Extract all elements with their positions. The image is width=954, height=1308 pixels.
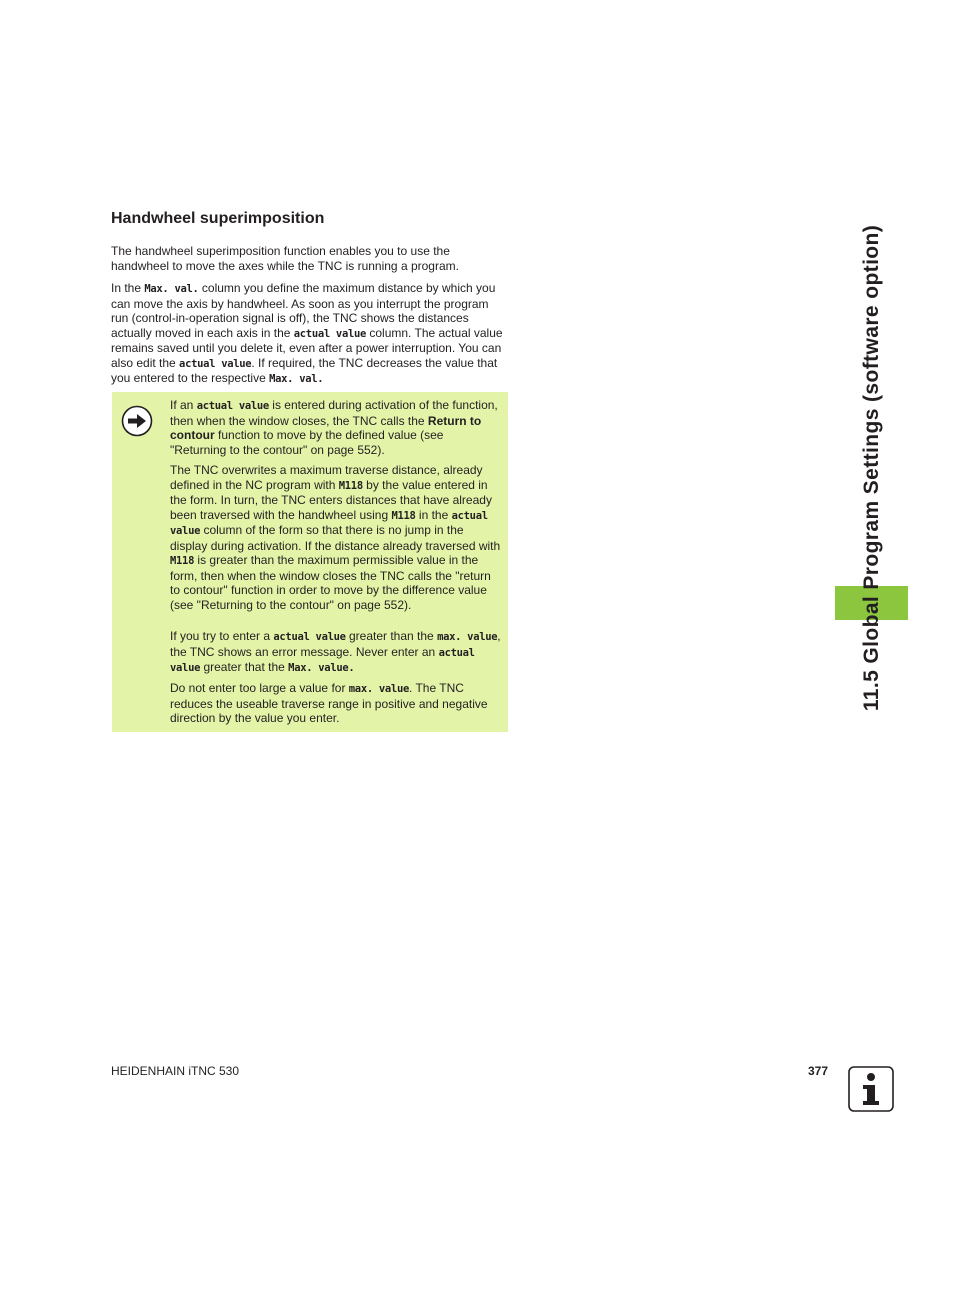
intro-paragraph: The handwheel superimposition function enables you to use the handwheel to move the axes while the TNC is running a program. — [111, 244, 459, 273]
note-paragraph-3: If you try to enter a actual value greater than the max. value, the TNC shows an error message. Never enter an actual value greater that the Max. value. — [170, 629, 501, 674]
max-val-paragraph: In the Max. val. column you define the maximum distance by which you can move the axis by handwheel. As soon as you interrupt the program run (control-in-operation signal is off), the TNC shows the distances actually moved in each axis in the actual value column. The actual value remains saved until you delete it, even after a power interruption. You can also edit the actual value. If required, the TNC decreases the value that you entered to the respective Max. val. — [111, 281, 503, 385]
note-paragraph-2: The TNC overwrites a maximum traverse distance, already defined in the NC program with M118 by the value entered in the form. In turn, the TNC enters distances that have already been traversed with the handwheel using M118 in the actual value column of the form so that there is no jump in the display during activation. If the distance already traversed with M118 is greater than the maximum permissible value in the form, then when the window closes the TNC calls the "return to contour" function in order to move by the difference value (see "Returning to the contour" on page 552). — [170, 463, 501, 612]
footer-product-name: HEIDENHAIN iTNC 530 — [111, 1064, 240, 1078]
note-box — [112, 392, 508, 732]
info-icon — [848, 1066, 894, 1112]
chapter-side-title: 11.5 Global Program Settings (software option) — [860, 224, 883, 712]
page-number: 377 — [808, 1064, 829, 1078]
note-paragraph-4: Do not enter too large a value for max. value. The TNC reduces the useable traverse range in positive and negative direction by the value you enter. — [170, 681, 488, 725]
note-paragraph-1: If an actual value is entered during activation of the function, then when the window closes, the TNC calls the Return to contour function to move by the defined value (see "Returning to the contour" on page 552). — [170, 398, 498, 457]
section-heading: Handwheel superimposition — [111, 210, 325, 227]
arrow-right-icon — [121, 405, 153, 437]
